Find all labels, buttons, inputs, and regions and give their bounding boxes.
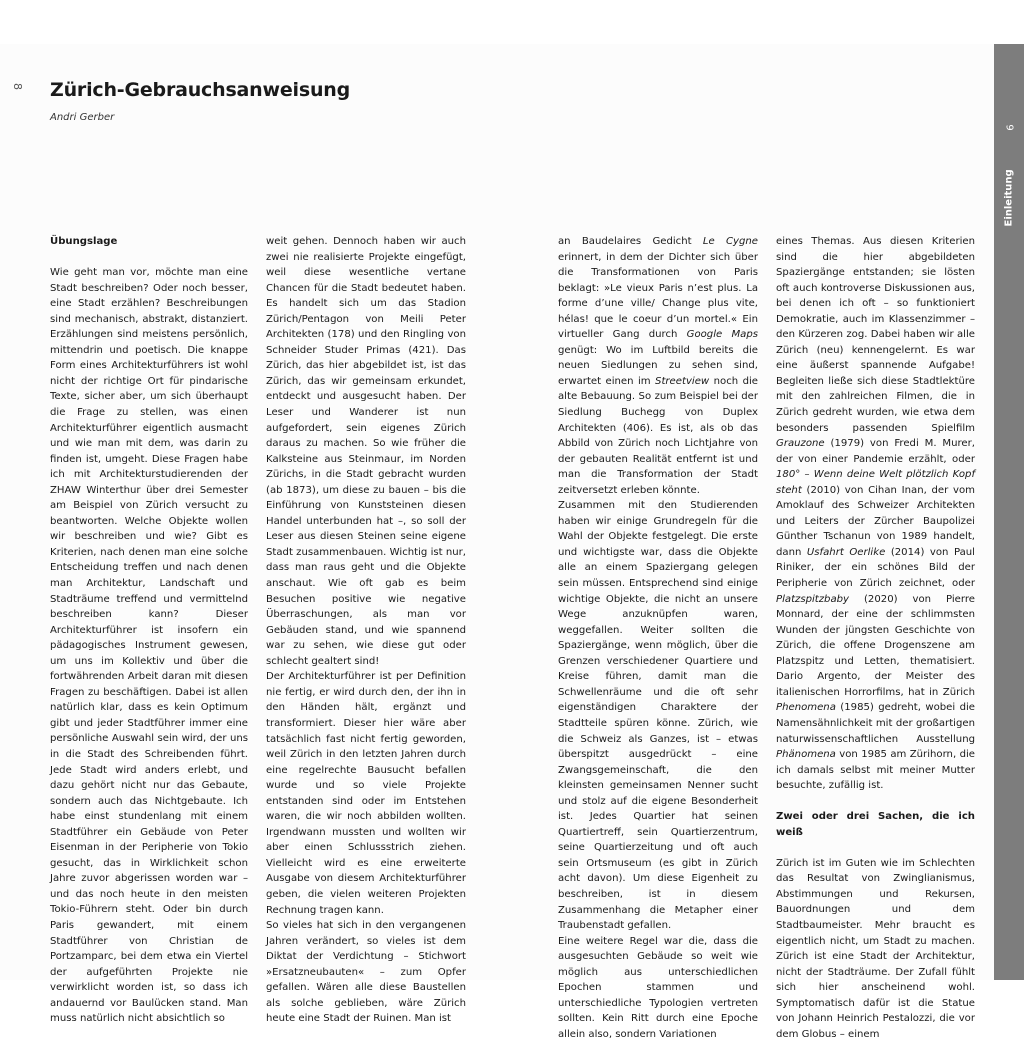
- paragraph: eines Themas. Aus diesen Kriterien sind die hier abgebildeten Spaziergänge entstanden; sie lösten oft auch kontroverse Diskussionen aus, bei denen ich oft – so funktioniert Demokratie, auch im Klassenzimmer – den Kürzeren zog. Dabei haben wir alle Zürich (neu) kennengelernt. Es war eine äußerst spannende Aufgabe! Begleiten ließe sich diese Stadtlektüre mit den zahlreichen Filmen, die in Zürich gedreht wurden, wie etwa dem besonders passenden Spielfilm Grauzone (1979) von Fredi M. Murer, der von einer Pandemie erzählt, oder 180° – Wenn deine Welt plötzlich Kopf steht (2010) von Cihan Inan, der vom Amoklauf des Schweizer Architekten und Leiters der Zürcher Baupolizei Günther Tschanun von 1989 handelt, dann Usfahrt Oerlike (2014) von Paul Riniker, der ein schönes Bild der Peripherie von Zürich zeichnet, oder Platzspitzbaby (2020) von Pierre Monnard, der eine der schlimmsten Wunden der jüngsten Geschichte von Zürich, die offene Drogenszene am Platzspitz und Letten, thematisiert. Dario Argento, der Meister des italienischen Horrorfilms, hat in Zürich Phenomena (1985) gedreht, wobei die Namensähnlichkeit mit der großartigen naturwissenschaftlichen Ausstellung Phänomena von 1985 am Zürihorn, die ich damals selbst mit meiner Mutter besuchte, zufällig ist.: [776, 236, 975, 792]
- work-title: Google Maps: [686, 329, 758, 341]
- film-title: Platzspitzbaby: [776, 593, 850, 605]
- paragraph: Der Architekturführer ist per Definition nie fertig, er wird durch den, der ihn in den Händen hält, ergänzt und transformiert. Dieser hier wäre aber tatsächlich fast nicht fertig geworden, weil Zürich in den letzten Jahren durch eine regelrechte Bausucht befallen wurde und so viele Projekte entstanden sind oder im Entstehen waren, die wir noch abbilden wollten. Irgendwann mussten und wollten wir aber einen Schlussstrich ziehen. Vielleicht wird es eine erweiterte Ausgabe von diesem Architekturführer geben, die vielen weiteren Projekten Rechnung tragen kann.: [266, 671, 466, 916]
- film-title: 180° – Wenn deine Welt plötzlich Kopf steht: [776, 469, 975, 496]
- film-title: Grauzone: [776, 438, 825, 450]
- paragraph: Eine weitere Regel war die, dass die ausgesuchten Gebäude so weit wie möglich aus unterschiedlichen Epochen stammen und unterschiedliche Typologien vertreten sollten. Kein Ritt durch eine Epoche allein also, sondern Variationen: [558, 935, 758, 1040]
- paragraph: So vieles hat sich in den vergangenen Jahren verändert, so vieles ist dem Diktat der Verdichtung – Stichwort »Ersatzneubauten« – zum Opfer gefallen. Wären alle diese Baustellen als solche geblieben, wäre Zürich heute eine Stadt der Ruinen. Man ist: [266, 920, 466, 1025]
- work-title: Le Cygne: [702, 236, 758, 247]
- paragraph: Zürich ist im Guten wie im Schlechten das Resultat von Zwinglianismus, Abstimmungen und Rekursen, Bauordnungen und dem Stadtbaumeister. Mehr braucht es eigentlich nicht, um Stadt zu machen. Zürich ist eine Stadt der Architektur, nicht der Stadträume. Der Zufall fühlt sich hier anscheinend wohl. Symptomatisch dafür ist die Statue von Johann Heinrich Pestalozzi, die vor dem Globus – einem: [776, 857, 975, 1040]
- film-title: Phenomena: [776, 702, 836, 714]
- work-title: Streetview: [655, 375, 710, 387]
- text-column-3: [558, 234, 758, 1042]
- chapter-label: Einleitung: [1003, 169, 1015, 227]
- left-page-number: 8: [11, 83, 24, 90]
- author-name: Andri Gerber: [50, 112, 115, 123]
- exhibition-title: Phänomena: [776, 749, 836, 761]
- film-title: Usfahrt Oerlike: [806, 546, 886, 558]
- text-column-4: [776, 234, 975, 1042]
- paragraph: an Baudelaires Gedicht Le Cygne erinnert, in dem der Dichter sich über die Transformationen von Paris beklagt: »Le vieux Paris n’est plus. La forme d’une ville/ Change plus vite, hélas! que le coeur d’un mortel.« Ein virtueller Gang durch Google Maps genügt: Wo im Luftbild bereits die neuen Siedlungen zu sehen sind, erwartet einen im Streetview noch die alte Bebauung. So zum Beispiel bei der Siedlung Buchegg von Duplex Architekten (406). Es ist, als ob das Abbild von Zürich noch Lichtjahre von der gebauten Realität entfernt ist und man die Transformation der Stadt zeitversetzt erleben könnte.: [558, 236, 759, 496]
- section-heading: Übungslage: [50, 236, 118, 247]
- paragraph: Zusammen mit den Studierenden haben wir einige Grundregeln für die Wahl der Objekte festgelegt. Die erste und wichtigste war, dass die Objekte alle an einem Spaziergang gelegen sein müssen. Entsprechend sind einige wichtige Objekte, die nicht an unsere Wege anzuknüpfen waren, weggefallen. Weiter sollten die Spaziergänge, wenn möglich, über die Grenzen verschiedener Quartiere und Kreise führen, damit man die Schwellenräume und die oft sehr eigenständigen Charaktere der Stadtteile spüren könne. Zürich, wie die Schweiz als Ganzes, ist – etwas überspitzt ausgedrückt – eine Zwangsgemeinschaft, die den kleinsten gemeinsamen Nenner sucht und stolz auf die eigene Besonderheit ist. Jedes Quartier hat seinen Quartiertreff, sein Quartierzentrum, seine Quartierzeitung und oft auch sein Ortsmuseum (es gibt in Zürich acht davon). Um diese Eigenheit zu beschreiben, ist in diesem Zusammenhang die Metapher einer Traubenstadt gefallen.: [558, 500, 758, 932]
- text-column-2: [266, 234, 466, 1027]
- chapter-tab: [994, 44, 1024, 980]
- page-title: Zürich-Gebrauchsanweisung: [50, 79, 351, 101]
- paragraph: Wie geht man vor, möchte man eine Stadt beschreiben? Oder noch besser, eine Stadt erzählen? Beschreibungen sind mechanisch, abstrakt, distanziert. Erzählungen sind meistens persönlich, mittendrin und poetisch. Die knappe Form eines Architekturführers ist wohl nicht der richtige Ort für pindarische Texte, sicher aber, um sich überhaupt die Frage zu stellen, was einen Architekturführer eigentlich ausmacht und wie man mit dem, was darin zu finden ist, umgeht. Diese Fragen habe ich mit Architekturstudierenden der ZHAW Winterthur über drei Semester am Beispiel von Zürich versucht zu beantworten. Welche Objekte wollen wir beschreiben und wie? Gibt es Kriterien, nach denen man eine solche Entscheidung treffen und nach denen man Architektur, Landschaft und Stadträume treffend und vermittelnd beschreiben kann? Dieser Architekturführer ist insofern ein pädagogisches Instrument gewesen, um uns im Kollektiv und über die fortwährenden Arbeit daran mit diesen Fragen zu beschäftigen. Dabei ist allen natürlich klar, dass es kein Optimum gibt und jeder Stadtführer immer eine persönliche Auswahl sein wird, der uns in die Stadt des Schreibenden führt. Jede Stadt wird anders erlebt, und dazu gehört nicht nur das Gebaute, sondern auch das Nichtgebaute. Ich habe einst stundenlang mit einem Stadtführer ein Gebäude von Peter Eisenman in der Peripherie von Tokio gesucht, das in Wirklichkeit schon Jahre zuvor abgerissen worden war – und das noch heute in den meisten Tokio-Führern steht. Oder bin durch Paris gewandert, mit einem Stadtführer von Christian de Portzamparc, bei dem etwa ein Viertel der aufgeführten Projekte nie verwirklicht worden ist, so dass ich andauernd vor Baulücken stand. Man muss natürlich nicht absichtlich so: [50, 267, 248, 1025]
- text-column-1: [50, 234, 248, 1027]
- paragraph: weit gehen. Dennoch haben wir auch zwei nie realisierte Projekte eingefügt, weil diese wesentliche vertane Chancen für die Stadt bedeutet haben. Es handelt sich um das Stadion Zürich/Pentagon von Meili Peter Architekten (178) und den Ringling von Schneider Studer Primas (421). Das Zürich, das hier abgebildet ist, ist das Zürich, das wir gemeinsam erkundet, entdeckt und ausgesucht haben. Der Leser und Wanderer ist nun aufgefordert, sein eigenes Zürich daraus zu machen. So wie früher die Kalksteine aus Steinmaur, im Norden Zürichs, in die Stadt gebracht wurden (ab 1873), um diese zu bauen – bis die Einführung von Kunststeinen diesen Handel unterbunden hat –, so soll der Leser aus diesen Steinen seine eigene Stadt zusammenbauen. Wichtig ist nur, dass man raus geht und die Objekte anschaut. Wie oft gab es beim Besuchen positive wie negative Überraschungen, als man vor Gebäuden stand, und wie spannend war zu sehen, wie diese gut oder schlecht gealtert sind!: [266, 236, 466, 667]
- right-page-number: 9: [1003, 124, 1015, 131]
- section-heading: Zwei oder drei Sachen, die ich weiß: [776, 811, 975, 838]
